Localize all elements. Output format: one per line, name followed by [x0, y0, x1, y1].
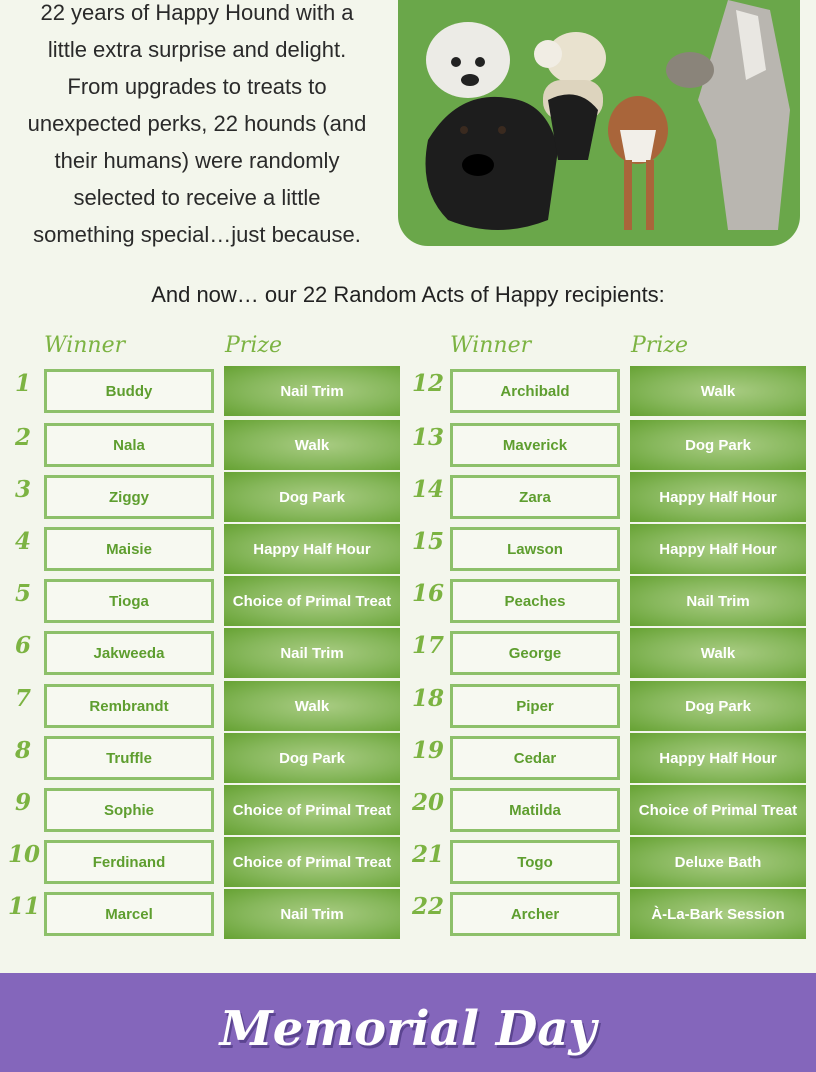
rank-number: 12	[412, 370, 445, 397]
prize-header-left: Prize	[225, 333, 282, 358]
intro-line: From upgrades to treats to	[67, 74, 327, 99]
prize-label: Walk	[630, 628, 806, 678]
prize-header-right: Prize	[631, 333, 688, 358]
rank-number: 9	[14, 789, 31, 816]
prize-label: Walk	[630, 366, 806, 416]
winner-name: Buddy	[44, 369, 214, 413]
prize-label: Happy Half Hour	[630, 524, 806, 574]
rank-number: 8	[14, 737, 31, 764]
rank-number: 16	[412, 580, 445, 607]
intro-line: unexpected perks, 22 hounds (and	[27, 111, 367, 136]
prize-label: Deluxe Bath	[630, 837, 806, 887]
rank-number: 10	[8, 841, 41, 868]
intro-text	[16, 0, 378, 253]
prize-label: Dog Park	[630, 420, 806, 470]
intro-line: something special…just because.	[33, 222, 361, 247]
rank-number: 17	[412, 632, 445, 659]
intro-line: little extra surprise and delight.	[47, 37, 347, 62]
rank-number: 22	[412, 893, 445, 920]
recipients-heading: And now… our 22 Random Acts of Happy recipients:	[151, 282, 665, 307]
dogs-photo-icon	[398, 0, 800, 246]
winner-name: Piper	[450, 684, 620, 728]
rank-number: 15	[412, 528, 445, 555]
dogs-photo	[398, 0, 800, 246]
winner-name: Rembrandt	[44, 684, 214, 728]
winner-name: Togo	[450, 840, 620, 884]
intro-line: 22 years of Happy Hound with a	[40, 0, 354, 25]
winner-name: Matilda	[450, 788, 620, 832]
winner-name: Zara	[450, 475, 620, 519]
winner-name: Cedar	[450, 736, 620, 780]
prize-label: Walk	[224, 681, 400, 731]
winner-name: Archibald	[450, 369, 620, 413]
rank-number: 14	[412, 476, 445, 503]
rank-number: 19	[412, 737, 445, 764]
prize-label: À-La-Bark Session	[630, 889, 806, 939]
rank-number: 6	[14, 632, 31, 659]
winner-name: Peaches	[450, 579, 620, 623]
prize-label: Nail Trim	[630, 576, 806, 626]
winner-name: Maverick	[450, 423, 620, 467]
winner-header-left: Winner	[44, 333, 126, 358]
winner-name: George	[450, 631, 620, 675]
rank-number: 1	[14, 370, 31, 397]
winner-name: Truffle	[44, 736, 214, 780]
prize-label: Choice of Primal Treat	[224, 576, 400, 626]
footer-title: Memorial Day	[219, 1001, 597, 1057]
prize-label: Dog Park	[630, 681, 806, 731]
winner-name: Ferdinand	[44, 840, 214, 884]
prize-label: Choice of Primal Treat	[224, 785, 400, 835]
prize-label: Walk	[224, 420, 400, 470]
intro-line: selected to receive a little	[73, 185, 321, 210]
rank-number: 18	[412, 685, 445, 712]
winner-name: Lawson	[450, 527, 620, 571]
prize-label: Happy Half Hour	[224, 524, 400, 574]
prize-label: Choice of Primal Treat	[630, 785, 806, 835]
rank-number: 13	[412, 424, 445, 451]
winner-name: Jakweeda	[44, 631, 214, 675]
prize-label: Nail Trim	[224, 366, 400, 416]
winner-name: Marcel	[44, 892, 214, 936]
winner-name: Tioga	[44, 579, 214, 623]
rank-number: 2	[14, 424, 31, 451]
rank-number: 5	[14, 580, 31, 607]
rank-number: 7	[14, 685, 31, 712]
prize-label: Happy Half Hour	[630, 472, 806, 522]
prize-label: Choice of Primal Treat	[224, 837, 400, 887]
winner-name: Maisie	[44, 527, 214, 571]
prize-label: Dog Park	[224, 472, 400, 522]
prize-label: Nail Trim	[224, 628, 400, 678]
winner-name: Sophie	[44, 788, 214, 832]
prize-label: Dog Park	[224, 733, 400, 783]
rank-number: 21	[412, 841, 445, 868]
footer-banner	[0, 973, 816, 1072]
winner-header-right: Winner	[450, 333, 532, 358]
rank-number: 11	[8, 893, 41, 920]
rank-number: 20	[412, 789, 445, 816]
rank-number: 3	[14, 476, 31, 503]
intro-line: their humans) were randomly	[54, 148, 340, 173]
prize-label: Nail Trim	[224, 889, 400, 939]
winner-name: Archer	[450, 892, 620, 936]
winner-name: Ziggy	[44, 475, 214, 519]
prize-label: Happy Half Hour	[630, 733, 806, 783]
winner-name: Nala	[44, 423, 214, 467]
rank-number: 4	[14, 528, 31, 555]
